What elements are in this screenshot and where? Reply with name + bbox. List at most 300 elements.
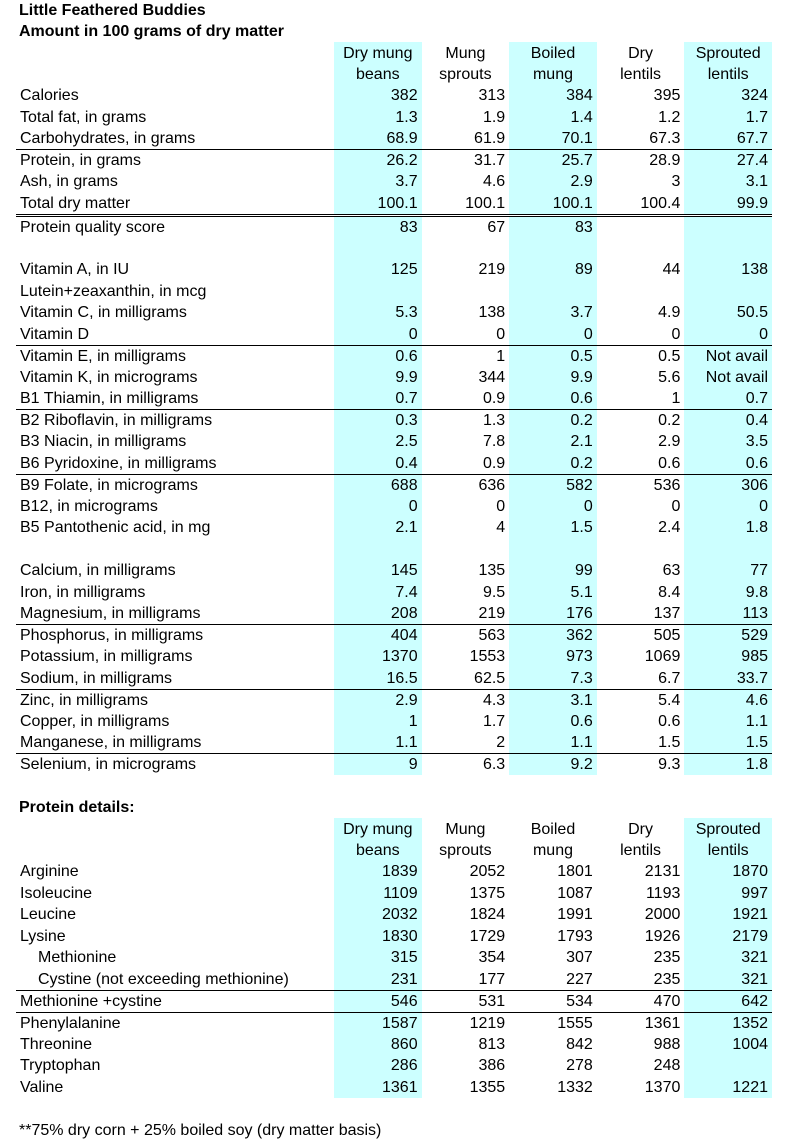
value-cell: 0.6 [658,712,681,730]
value-cell: 62.5 [474,669,506,687]
value-cell: 1.8 [684,517,772,539]
value-cell: 404 [334,625,422,647]
value-cell: 44 [662,261,681,279]
table-row [16,732,772,754]
value-cell: Not avail [684,367,772,389]
footnote: **75% dry corn + 25% boiled soy (dry matter basis) [19,1122,382,1139]
table-row [16,711,772,733]
table-row [16,1055,772,1077]
value-cell: 1361 [597,1012,685,1034]
value-cell: 1 [671,390,681,407]
table-row [16,969,772,991]
value-cell: 384 [509,85,597,107]
value-cell: 1801 [557,863,593,881]
column-header-line: Boiled [530,44,576,62]
row-label: Vitamin A, in IU [20,261,130,279]
value-cell: 973 [509,646,597,668]
value-cell: 3.5 [684,431,772,453]
table-row [16,646,772,668]
column-header-line: mung [532,65,573,83]
column-header-line: Sprouted [695,820,761,838]
value-cell: 354 [478,949,506,967]
value-cell: 1.1 [509,732,597,754]
row-label: Protein, in grams [16,150,334,172]
column-header-line: Mung [445,820,486,838]
value-cell [684,1055,772,1077]
spacer-cell [16,238,334,260]
value-cell: 99.9 [684,193,772,216]
value-cell: 1.5 [658,734,681,751]
value-cell: 1.3 [334,107,422,129]
spacer-cell [597,539,685,561]
row-label: Zinc, in milligrams [16,689,334,711]
column-header-line: lentils [707,841,749,859]
value-cell: 2.1 [509,431,597,453]
value-cell: 315 [334,947,422,969]
value-cell: 0.2 [597,410,685,432]
document-title: Little Feathered Buddies [19,2,206,19]
value-cell: 1355 [469,1078,506,1096]
row-label: Sodium, in milligrams [20,669,173,687]
value-cell [334,281,422,303]
value-cell [684,215,772,238]
value-cell: 28.9 [597,150,685,172]
value-cell: 2.9 [509,171,597,193]
table-row [16,1012,772,1034]
value-cell: 688 [334,474,422,496]
value-cell: 248 [653,1057,681,1075]
value-cell: 286 [334,1055,422,1077]
value-cell: 1.3 [422,410,510,432]
table-row [16,150,772,172]
value-cell: 2.9 [658,433,681,451]
value-cell: 1087 [557,884,593,902]
value-cell: 177 [478,970,506,988]
column-header-line: Dry [628,44,654,62]
value-cell: 7.8 [482,433,506,451]
value-cell: 0 [334,324,422,346]
value-cell: 3 [671,173,681,191]
value-cell: 89 [509,259,597,281]
value-cell: 219 [478,261,506,279]
column-header [597,818,685,861]
value-cell: 4.9 [658,304,681,322]
value-cell: 67 [422,215,510,238]
value-cell: 395 [653,87,681,105]
value-cell: 1.4 [509,107,597,129]
value-cell: 382 [334,85,422,107]
table-row [16,668,772,690]
table-row [16,560,772,582]
value-cell: 1 [422,345,510,367]
row-label: Phenylalanine [16,1012,334,1034]
value-cell: 470 [597,990,685,1012]
value-cell: 636 [422,474,510,496]
row-label: Arginine [20,863,79,881]
value-cell: 1729 [469,927,506,945]
spacer-cell [334,539,422,561]
table-row [16,259,772,281]
table-row [16,410,772,432]
value-cell: 0.2 [509,453,597,475]
value-cell: 278 [566,1057,593,1075]
value-cell: 362 [509,625,597,647]
value-cell: 0.5 [597,345,685,367]
value-cell: 99 [509,560,597,582]
value-cell: 344 [478,368,506,386]
value-cell: 5.4 [597,689,685,711]
table-row [16,883,772,905]
value-cell: 100.1 [465,194,506,212]
row-label: Calcium, in milligrams [20,562,176,580]
value-cell: 0.6 [658,454,681,472]
value-cell: 1553 [469,648,506,666]
table-row [16,324,772,346]
value-cell: 1069 [644,648,681,666]
value-cell: 9.5 [482,583,506,601]
value-cell: 208 [334,603,422,625]
value-cell: 324 [684,85,772,107]
value-cell: 0 [496,497,506,515]
value-cell: 4.6 [684,689,772,711]
value-cell: 8.4 [658,583,681,601]
value-cell: 1.7 [684,107,772,129]
column-header-line: beans [356,65,400,83]
row-label: Total dry matter [20,194,131,212]
value-cell: 67.3 [649,130,681,147]
value-cell: 176 [509,603,597,625]
column-header-line: Dry mung [343,820,413,838]
value-cell: 813 [478,1035,506,1053]
value-cell: 563 [422,625,510,647]
table-row [16,345,772,367]
row-label: Vitamin D [20,325,90,343]
value-cell: 2.1 [334,517,422,539]
value-cell: 5.6 [658,368,681,386]
value-cell: 536 [597,474,685,496]
value-cell: 0.9 [482,390,506,407]
row-label: Lysine [20,927,66,945]
spacer-row [16,238,772,260]
spacer-cell [509,238,597,260]
value-cell: 988 [653,1035,681,1053]
value-cell: 1109 [334,883,422,905]
column-header-line: beans [356,841,400,859]
value-cell: 5.3 [334,302,422,324]
column-header [509,42,597,85]
value-cell: 0.7 [684,388,772,410]
row-label: B6 Pyridoxine, in milligrams [20,454,217,472]
value-cell: 9.2 [509,754,597,776]
value-cell: 1375 [469,884,506,902]
row-label: Valine [20,1078,64,1096]
table-row [16,926,772,948]
spacer-cell [597,238,685,260]
value-cell: 1.5 [684,732,772,754]
column-header [422,42,510,85]
value-cell: 25.7 [509,150,597,172]
value-cell: 100.1 [509,193,597,216]
value-cell: 7.3 [509,668,597,690]
table-row [16,754,772,776]
table-row [16,171,772,193]
value-cell: 138 [478,304,506,322]
value-cell: 1352 [684,1012,772,1034]
value-cell: 860 [334,1034,422,1056]
table-row [16,367,772,389]
value-cell: 0.4 [684,410,772,432]
column-header-line: Dry mung [343,44,413,62]
value-cell: 4 [496,519,506,537]
column-header-line: Boiled [530,820,576,838]
column-header [509,818,597,861]
value-cell: 985 [684,646,772,668]
value-cell: 9.9 [334,367,422,389]
value-cell: 235 [653,970,681,988]
spacer-cell [422,539,510,561]
value-cell [597,215,685,238]
row-label: Threonine [20,1035,93,1053]
value-cell: 6.3 [422,754,510,776]
value-cell [509,281,597,303]
row-label: Leucine [20,906,77,924]
value-cell: 235 [653,949,681,967]
value-cell: 306 [684,474,772,496]
value-cell: 0 [671,497,681,515]
value-cell: 1.9 [482,108,506,126]
table-row [16,603,772,625]
value-cell: 1370 [334,646,422,668]
value-cell: 100.4 [640,194,681,212]
value-cell: 145 [334,560,422,582]
value-cell: 138 [684,259,772,281]
value-cell: 1221 [684,1077,772,1099]
value-cell: 2.4 [658,519,681,537]
value-cell: 321 [684,947,772,969]
table-row [16,517,772,539]
protein-header-row [16,818,772,861]
value-cell: 0.6 [509,388,597,410]
value-cell: 386 [478,1057,506,1075]
spacer-cell [509,539,597,561]
row-label: B12, in micrograms [20,497,158,515]
table-row [16,453,772,475]
value-cell: 0.5 [509,345,597,367]
spacer-cell [684,238,772,260]
value-cell: 1793 [557,927,593,945]
column-header-line: sprouts [439,841,492,859]
column-header [684,818,772,861]
table-row [16,302,772,324]
value-cell: Not avail [684,345,772,367]
value-cell: 2 [496,734,506,751]
value-cell: 67.7 [684,128,772,150]
column-header-line: lentils [707,65,749,83]
value-cell: 1193 [645,884,681,902]
table-row [16,904,772,926]
value-cell: 100.1 [334,193,422,216]
table-row [16,193,772,216]
row-label: Tryptophan [20,1057,101,1075]
protein-table [16,818,772,1098]
value-cell: 0.6 [334,345,422,367]
table-row [16,281,772,303]
value-cell: 0.6 [509,711,597,733]
value-cell: 4.6 [482,173,506,191]
value-cell: 0 [671,325,681,343]
value-cell: 26.2 [334,150,422,172]
column-header-line: lentils [620,841,662,859]
column-header-line: mung [532,841,573,859]
header-blank [16,818,334,861]
value-cell: 16.5 [334,668,422,690]
value-cell [422,281,510,303]
table-row [16,107,772,129]
spacer-cell [16,539,334,561]
value-cell: 505 [597,625,685,647]
column-header-line: lentils [620,65,662,83]
value-cell [684,281,772,303]
value-cell: 9.8 [684,582,772,604]
value-cell: 1370 [644,1078,681,1096]
header-blank [16,42,334,85]
value-cell: 33.7 [684,668,772,690]
value-cell: 1.8 [684,754,772,776]
value-cell: 2000 [644,906,681,924]
value-cell: 1332 [557,1078,593,1096]
value-cell: 0.2 [509,410,597,432]
value-cell: 1361 [334,1077,422,1099]
protein-details-title: Protein details: [19,799,135,816]
row-label: B3 Niacin, in milligrams [20,433,187,451]
table-row [16,85,772,107]
value-cell: 227 [566,970,593,988]
value-cell: 0.3 [334,410,422,432]
value-cell: 4.3 [422,689,510,711]
value-cell: 9.9 [509,367,597,389]
value-cell: 1.7 [482,712,506,730]
column-header [597,42,685,85]
value-cell: 31.7 [422,150,510,172]
value-cell: 642 [684,990,772,1012]
row-label: Calories [20,87,79,105]
spacer-cell [334,238,422,260]
value-cell: 534 [509,990,597,1012]
row-label: Phosphorus, in milligrams [16,625,334,647]
table-row [16,496,772,518]
value-cell: 0.6 [684,453,772,475]
value-cell: 83 [334,215,422,238]
table-row [16,990,772,1012]
row-label: B2 Riboflavin, in milligrams [16,410,334,432]
value-cell: 70.1 [509,128,597,150]
table-row [16,582,772,604]
value-cell: 531 [422,990,510,1012]
value-cell: 1839 [334,861,422,883]
value-cell: 7.4 [334,582,422,604]
value-cell: 1.1 [684,711,772,733]
row-label: Carbohydrates, in grams [20,130,196,147]
value-cell: 125 [334,259,422,281]
value-cell: 1926 [644,927,681,945]
row-label: Methionine [38,949,117,967]
value-cell: 997 [684,883,772,905]
value-cell: 3.1 [509,689,597,711]
row-label: Cystine (not exceeding methionine) [38,970,289,988]
value-cell: 135 [478,562,506,580]
value-cell: 546 [334,990,422,1012]
column-header-line: sprouts [439,65,492,83]
value-cell: 0.7 [334,388,422,410]
table-row [16,215,772,238]
value-cell: 582 [509,474,597,496]
value-cell: 1.5 [509,517,597,539]
row-label: Vitamin E, in milligrams [16,345,334,367]
value-cell: 307 [566,949,593,967]
value-cell: 2131 [644,863,681,881]
row-label: Copper, in milligrams [20,712,170,730]
row-label: Lutein+zeaxanthin, in mcg [20,282,207,300]
value-cell: 6.7 [658,669,681,687]
value-cell: 1870 [684,861,772,883]
value-cell: 83 [509,215,597,238]
table-row [16,947,772,969]
document-subtitle: Amount in 100 grams of dry matter [19,23,284,40]
value-cell: 0 [684,496,772,518]
value-cell: 0 [509,496,597,518]
row-label: Vitamin K, in micrograms [20,368,198,386]
nutrition-table [16,42,772,775]
value-cell: 321 [684,969,772,991]
value-cell: 2032 [334,904,422,926]
value-cell: 137 [653,605,681,622]
value-cell: 1555 [509,1012,597,1034]
table-row [16,128,772,150]
column-header [422,818,510,861]
value-cell: 2.9 [334,689,422,711]
table-row [16,689,772,711]
row-label: B5 Pantothenic acid, in mg [20,519,211,537]
spacer-cell [422,238,510,260]
value-cell: 1.2 [658,108,681,126]
table-row [16,625,772,647]
table-row [16,861,772,883]
value-cell: 529 [684,625,772,647]
column-header [334,42,422,85]
value-cell: 3.7 [509,302,597,324]
row-label: Magnesium, in milligrams [20,605,201,622]
value-cell: 61.9 [474,130,506,147]
row-label: Iron, in milligrams [20,583,146,601]
table-row [16,431,772,453]
column-header [334,818,422,861]
spacer-cell [684,539,772,561]
main-header-row [16,42,772,85]
row-label: B1 Thiamin, in milligrams [20,390,199,407]
table-row [16,1034,772,1056]
value-cell: 1.1 [334,732,422,754]
value-cell: 27.4 [684,150,772,172]
value-cell: 50.5 [684,302,772,324]
value-cell: 2.5 [334,431,422,453]
value-cell: 9.3 [597,754,685,776]
table-row [16,474,772,496]
value-cell: 313 [478,87,506,105]
value-cell: 1004 [684,1034,772,1056]
value-cell: 2052 [469,863,506,881]
row-label: Selenium, in micrograms [16,754,334,776]
value-cell: 0.4 [334,453,422,475]
